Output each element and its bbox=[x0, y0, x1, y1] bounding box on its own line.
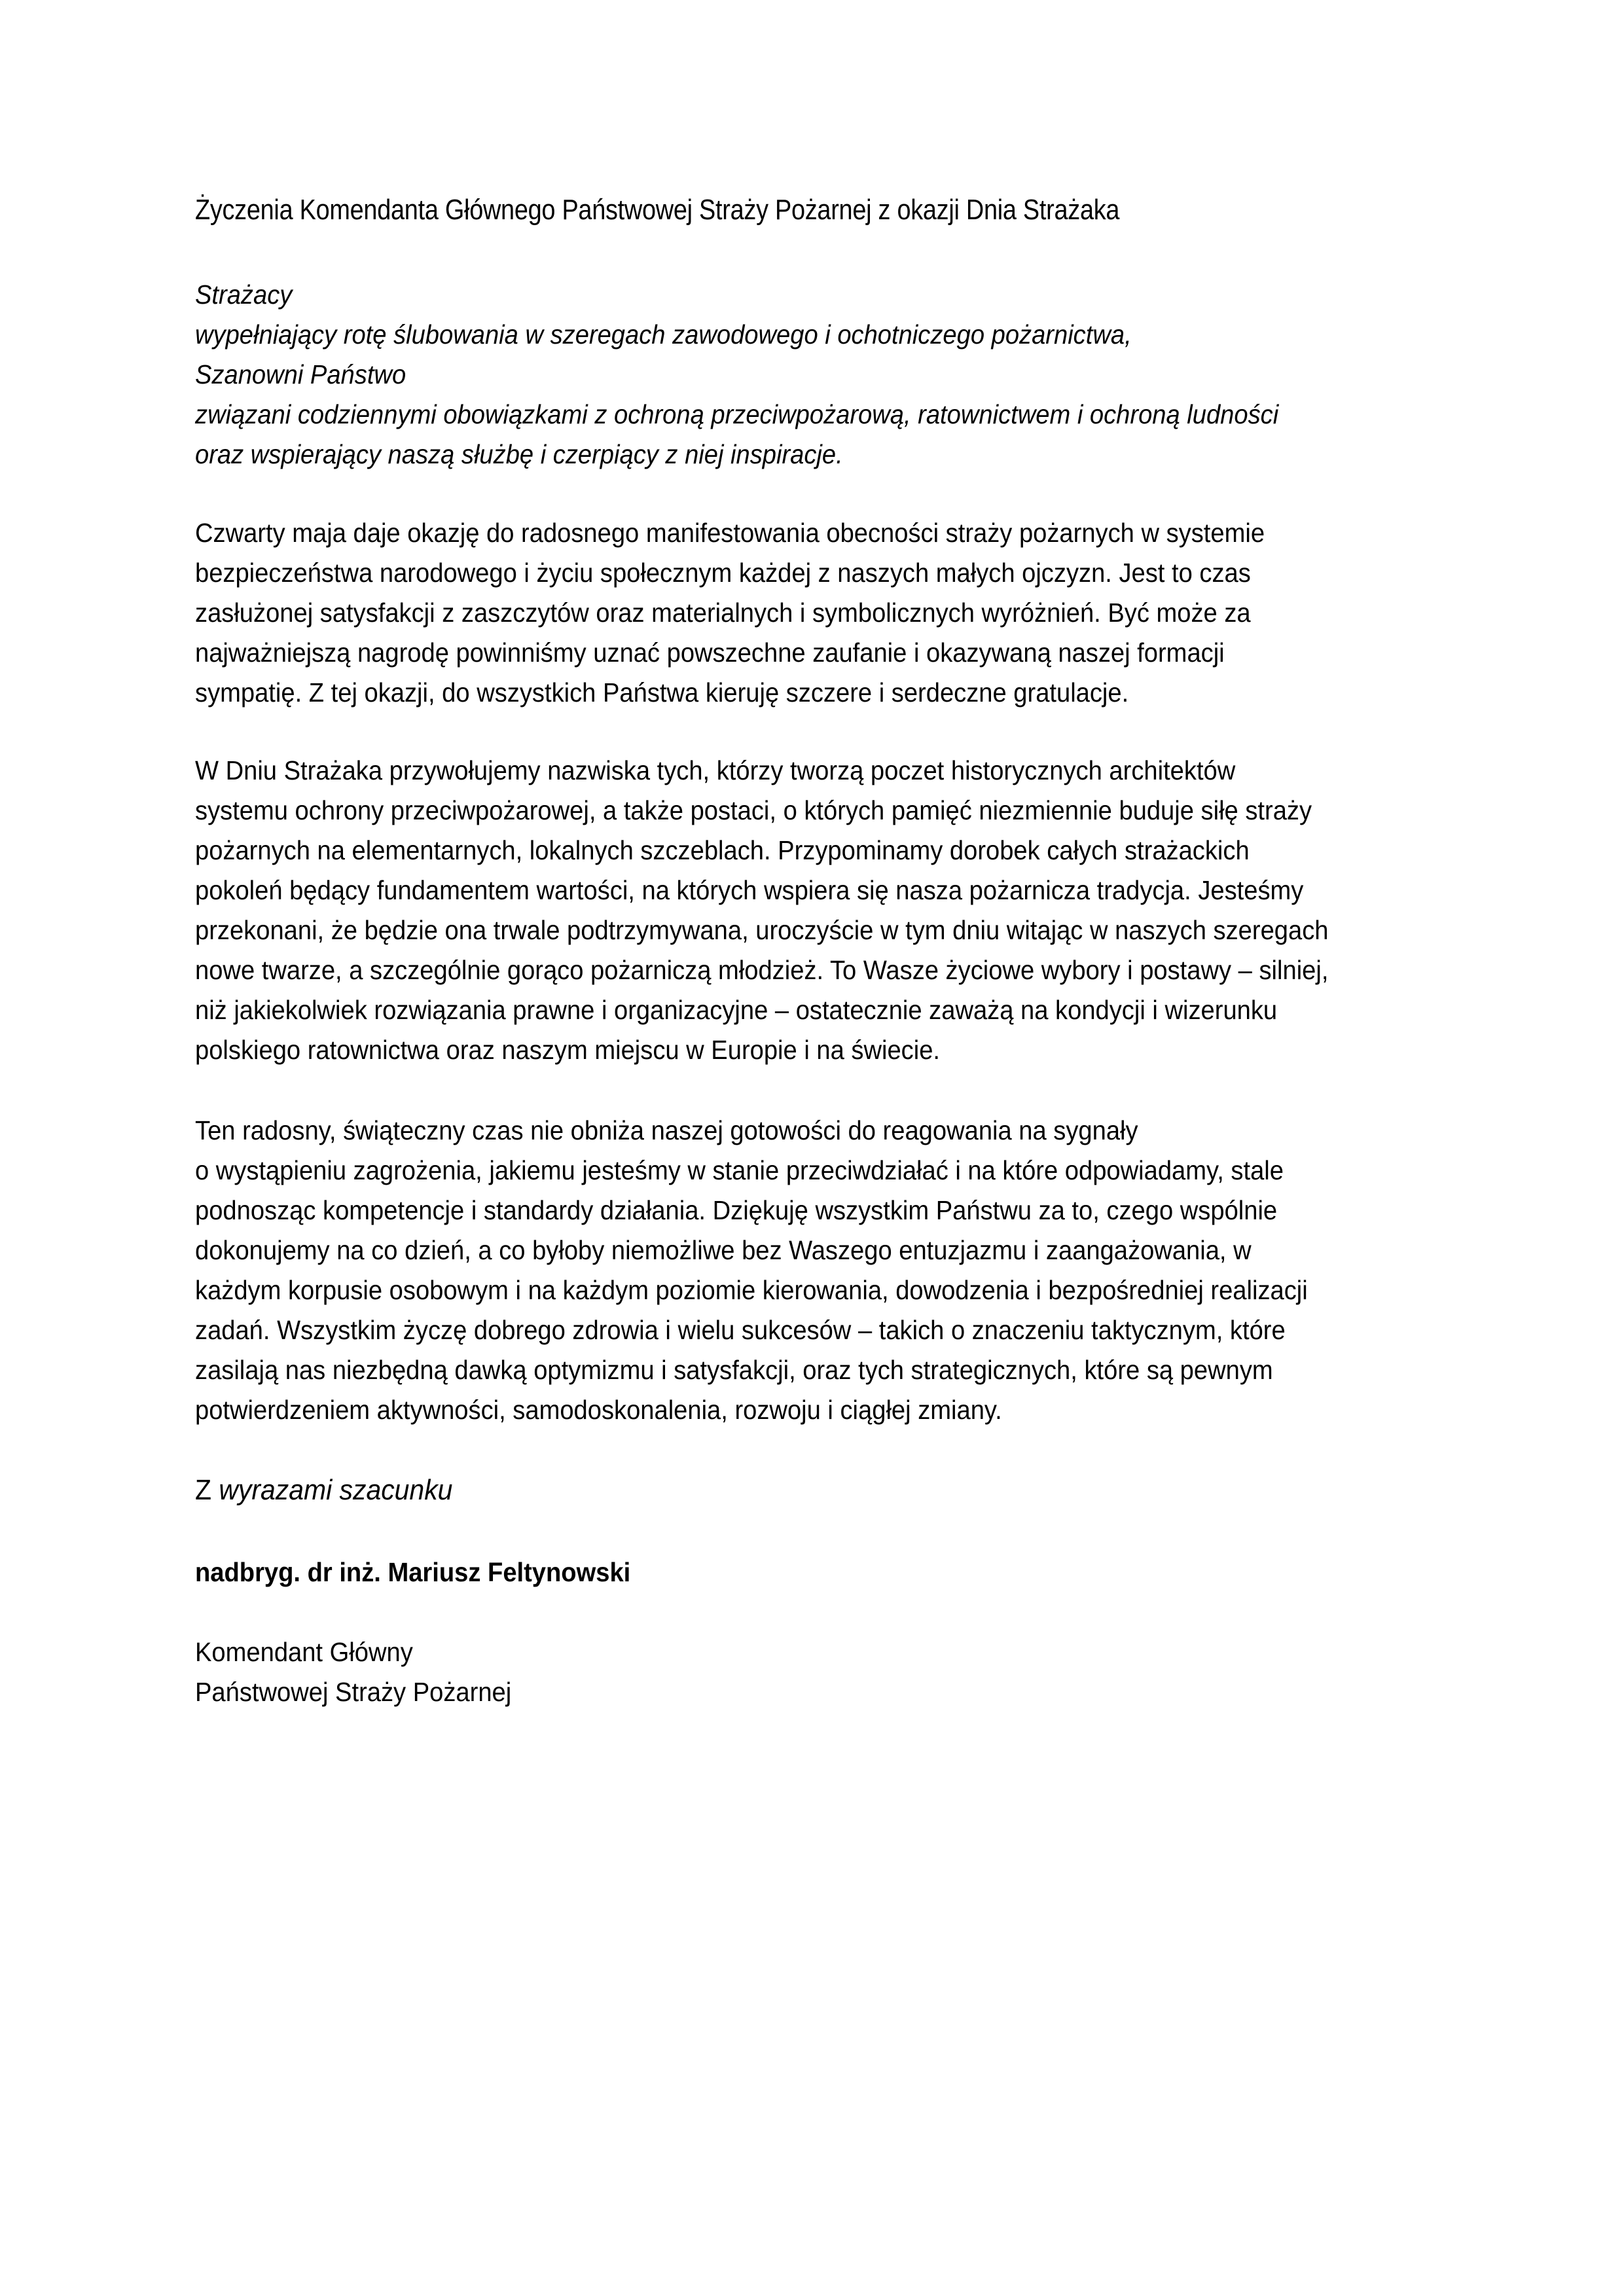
paragraph-line: nowe twarze, a szczególnie gorąco pożarniczą młodzież. To Wasze życiowe wybory i postawy – silniej, bbox=[195, 955, 1329, 985]
document-title: Życzenia Komendanta Głównego Państwowej Straży Pożarnej z okazji Dnia Strażaka bbox=[195, 194, 1120, 226]
closing-text: wyrazami szacunku bbox=[211, 1474, 453, 1506]
greeting-line: Strażacy bbox=[195, 279, 293, 310]
paragraph-line: sympatię. Z tej okazji, do wszystkich Państwa kieruję szczere i serdeczne gratulacje. bbox=[195, 677, 1129, 708]
role-line: Komendant Główny bbox=[195, 1637, 413, 1667]
greeting-line: oraz wspierający naszą służbę i czerpiący z niej inspiracje. bbox=[195, 439, 843, 469]
paragraph-line: o wystąpieniu zagrożenia, jakiemu jesteśmy w stanie przeciwdziałać i na które odpowiadamy, stale bbox=[195, 1155, 1284, 1185]
paragraph-line: zasilają nas niezbędną dawką optymizmu i satysfakcji, oraz tych strategicznych, które są pewnym bbox=[195, 1355, 1273, 1385]
paragraph-1 bbox=[195, 513, 1345, 713]
paragraph-line: dokonujemy na co dzień, a co byłoby niemożliwe bez Waszego entuzjazmu i zaangażowania, w bbox=[195, 1235, 1252, 1265]
signer-block bbox=[195, 1552, 663, 1592]
paragraph-line: każdym korpusie osobowym i na każdym poziomie kierowania, dowodzenia i bezpośredniej realizacji bbox=[195, 1275, 1308, 1305]
paragraph-line: polskiego ratownictwa oraz naszym miejscu w Europie i na świecie. bbox=[195, 1035, 941, 1065]
paragraph-line: podnosząc kompetencje i standardy działania. Dziękuję wszystkim Państwu za to, czego wspólnie bbox=[195, 1195, 1278, 1225]
paragraph-line: przekonani, że będzie ona trwale podtrzymywana, uroczyście w tym dniu witając w naszych szeregach bbox=[195, 915, 1329, 945]
greeting-line: Szanowni Państwo bbox=[195, 359, 406, 389]
greeting-line: wypełniający rotę ślubowania w szeregach zawodowego i ochotniczego pożarnictwa, bbox=[195, 319, 1132, 350]
paragraph-line: najważniejszą nagrodę powinniśmy uznać powszechne zaufanie i okazywaną naszej formacji bbox=[195, 637, 1225, 668]
paragraph-line: potwierdzeniem aktywności, samodoskonalenia, rozwoju i ciągłej zmiany. bbox=[195, 1395, 1002, 1425]
paragraph-line: pokoleń będący fundamentem wartości, na których wspiera się nasza pożarnicza tradycja. Jesteśmy bbox=[195, 875, 1304, 905]
greeting-block bbox=[195, 275, 1360, 475]
paragraph-line: niż jakiekolwiek rozwiązania prawne i organizacyjne – ostatecznie zaważą na kondycji i wizerunku bbox=[195, 995, 1278, 1025]
closing-salutation bbox=[195, 1470, 472, 1510]
paragraph-line: zadań. Wszystkim życzę dobrego zdrowia i wielu sukcesów – takich o znaczeniu taktycznym, które bbox=[195, 1315, 1286, 1345]
paragraph-2 bbox=[195, 751, 1414, 1070]
closing-first-letter: Z bbox=[195, 1474, 212, 1506]
paragraph-line: pożarnych na elementarnych, lokalnych szczeblach. Przypominamy dorobek całych strażackich bbox=[195, 835, 1250, 865]
role-line: Państwowej Straży Pożarnej bbox=[195, 1677, 512, 1707]
paragraph-3 bbox=[195, 1111, 1392, 1430]
paragraph-line: Czwarty maja daje okazję do radosnego manifestowania obecności straży pożarnych w systemie bbox=[195, 518, 1265, 548]
signer-role bbox=[195, 1632, 535, 1712]
paragraph-line: W Dniu Strażaka przywołujemy nazwiska tych, którzy tworzą poczet historycznych architektów bbox=[195, 755, 1236, 785]
signer-name: nadbryg. dr inż. Mariusz Feltynowski bbox=[195, 1557, 631, 1587]
paragraph-line: systemu ochrony przeciwpożarowej, a także postaci, o których pamięć niezmiennie buduje siłę straży bbox=[195, 795, 1312, 825]
paragraph-line: bezpieczeństwa narodowego i życiu społecznym każdej z naszych małych ojczyzn. Jest to czas bbox=[195, 558, 1251, 588]
paragraph-line: zasłużonej satysfakcji z zaszczytów oraz materialnych i symbolicznych wyróżnień. Być może za bbox=[195, 598, 1251, 628]
greeting-line: związani codziennymi obowiązkami z ochroną przeciwpożarową, ratownictwem i ochroną ludności bbox=[195, 399, 1279, 429]
paragraph-line: Ten radosny, świąteczny czas nie obniża naszej gotowości do reagowania na sygnały bbox=[195, 1115, 1138, 1145]
